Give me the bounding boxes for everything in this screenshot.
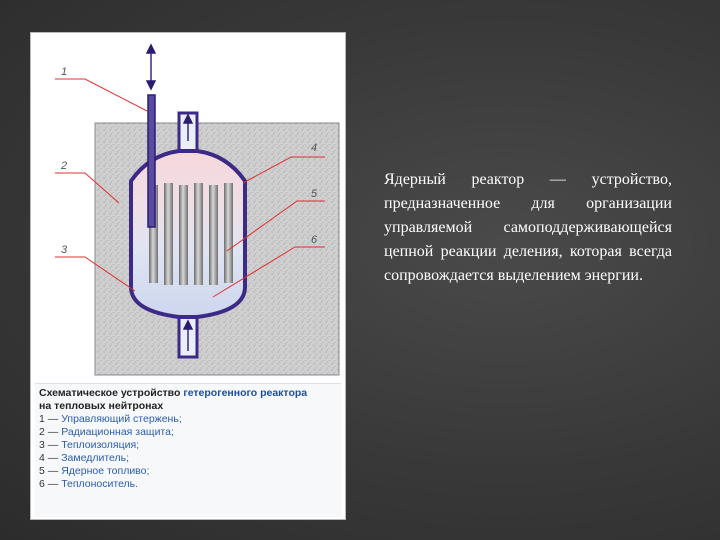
caption-item-link[interactable]: Радиационная защита; [61, 426, 174, 438]
caption-item-number: 1 — [39, 413, 62, 425]
caption-item [39, 452, 337, 465]
caption-item-number: 2 — [39, 426, 62, 438]
callout-label-3: 3 [61, 244, 68, 256]
caption-item-number: 3 — [39, 439, 62, 451]
callout-label-6: 6 [311, 234, 318, 246]
callout-label-1: 1 [61, 66, 68, 78]
caption-item-link[interactable]: Замедлитель; [61, 452, 130, 464]
caption-item-link[interactable]: Ядерное топливо; [61, 465, 150, 477]
caption-item [39, 478, 337, 491]
callout-label-4: 4 [311, 142, 318, 154]
caption-item [39, 426, 337, 439]
caption-item-number: 5 — [39, 465, 62, 477]
caption-title-prefix: Схематическое устройство [39, 387, 184, 399]
caption-title [39, 387, 337, 413]
caption-item-number: 6 — [39, 478, 62, 490]
caption-title-suffix: на тепловых нейтронах [39, 400, 164, 412]
caption-title-link[interactable]: гетерогенного реактора [183, 387, 308, 399]
callout-label-5: 5 [311, 188, 318, 200]
caption-item [39, 465, 337, 478]
slide-definition-text: Ядерный реактор — устройство, предназначенное для организации управляемой самоподдерживающейся цепной реакции деления, которая всегда сопровождается выделением энергии. [384, 171, 672, 284]
caption-item-link[interactable]: Теплоизоляция; [61, 439, 140, 451]
reactor-figure-panel [30, 32, 346, 520]
caption-item-link[interactable]: Управляющий стержень; [61, 413, 182, 425]
control-rod [148, 95, 155, 227]
caption-item-number: 4 — [39, 452, 62, 464]
reactor-diagram [31, 33, 347, 383]
caption-item [39, 439, 337, 452]
caption-item-link[interactable]: Теплоноситель. [61, 478, 139, 490]
caption-item [39, 413, 337, 426]
figure-caption [35, 383, 341, 517]
callout-label-2: 2 [61, 160, 68, 172]
